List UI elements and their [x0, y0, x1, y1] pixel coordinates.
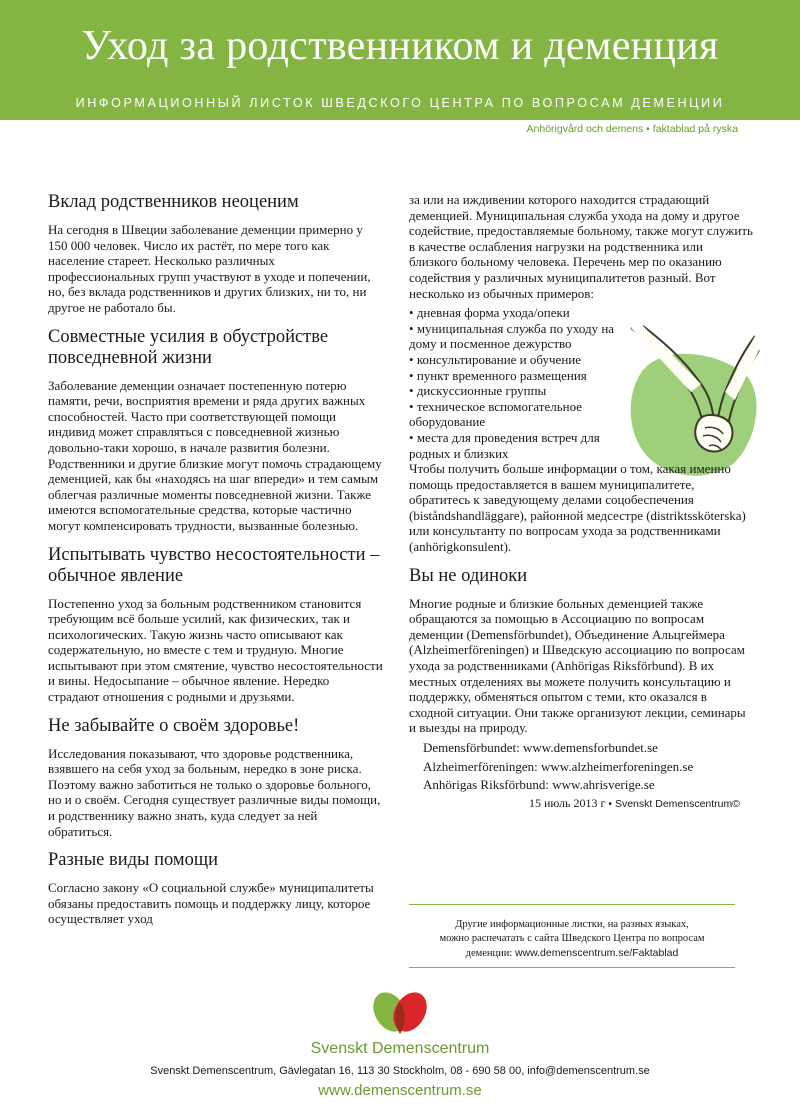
brand-name: Svenskt Demenscentrum: [310, 1040, 490, 1057]
link-ahrisverige[interactable]: Anhörigas Riksförbund: www.ahrisverige.se: [423, 777, 655, 793]
section-text: Заболевание деменции означает постепенную потерю памяти, речи, восприятия времени и ряда других важных способностей. Часто при соответствующей помощи индивид может справляться с повседневной жизнью довольно-таки хорошо, в начале развития болезни. Родственники и другие близкие могут помочь страдающему деменцией, как бы «находясь на шаг впереди» и тем самым облегчая различные моменты повседневной жизни. Также имеются вспомогательные средства, которые частично могут компенсировать трудности, вызванные болезнью.: [48, 377, 382, 533]
right-column: [409, 192, 754, 811]
section-text: Исследования показывают, что здоровье родственника, взявшего на себя уход за больным, нередко в зоне риска. Поэтому важно заботиться не только о здоровье больного, но и о своём. Сегодня существует различные виды помощи, и родственнику важно знать, куда следует за ней обратиться.: [48, 745, 381, 839]
copyright-text: • Svenskt Demenscentrum©: [605, 797, 740, 810]
info-note-box: [409, 904, 735, 968]
section-text: Постепенно уход за больным родственником становится требующим всё больше усилий, как физических, так и психологических. Такую жизнь часто описывают как содержательную, но вместе с тем и трудную. Многие испытывают при этом смятение, чувство несостоятельности и вины. Недосыпание – обычное явление. Нередко страдают отношения с родными и друзьями.: [48, 595, 383, 705]
section-text: Многие родные и близкие больных деменцией также обращаются за помощью в Ассоциацию по вопросам деменции (Demensförbundet), Объединение Альцгеймера (Alzheimerföreningen) и Шведскую ассоциацию по вопросам ухода за родственниками (Anhörigas Riksförbund). В их местных отделениях вы можете получить консультацию и поддержку, обменяться опытом с теми, кто оказался в сходной ситуации. Они также организуют лекции, семинары и выезды на природу.: [409, 595, 746, 736]
list-item: • пункт временного размещения: [409, 368, 634, 384]
section-text: На сегодня в Швеции заболевание деменции примерно у 150 000 человек. Число их растёт, по мере того как население стареет. Несколько различных профессиональных групп участвуют в уходе и попечении, но, без вклада родственников и других близких, ни то, ни другое не работало бы.: [48, 222, 371, 315]
list-item: • консультирование и обучение: [409, 352, 634, 368]
date-text: 15 июль 2013 г: [528, 795, 606, 810]
note-line: Другие информационные листки, на разных языках,: [455, 919, 689, 930]
links-list: [409, 740, 754, 793]
date-stamp: [409, 796, 740, 811]
section-title: Не забывайте о своём здоровье!: [48, 715, 300, 736]
faktablad-link[interactable]: www.demenscentrum.se/Faktablad: [514, 947, 679, 959]
heart-logo-icon: [368, 990, 432, 1040]
list-item: • дневная форма ухода/опеки: [409, 305, 634, 321]
section-title: Вы не одиноки: [409, 565, 528, 586]
note-prefix: деменции:: [465, 948, 515, 959]
link-demensforbundet[interactable]: Demensförbundet: www.demensforbundet.se: [423, 740, 658, 755]
page-subtitle: ИНФОРМАЦИОННЫЙ ЛИСТОК ШВЕДСКОГО ЦЕНТРА ПО ВОПРОСАМ ДЕМЕНЦИИ: [75, 96, 725, 110]
header-banner: [0, 0, 800, 120]
list-item: • муниципальная служба по уходу на дому и посменное дежурство: [409, 321, 634, 352]
list-item: • места для проведения встреч для родных и близких: [409, 430, 634, 461]
section-text: Чтобы получить больше информации о том, какая именно помощь предоставляется в вашем муниципалитете, обратитесь к заведующему делами соцобеспечения (biståndshandläggare), районной медсестре (distriktssköterska) или консультанту по вопросам ухода за родственниками (anhörigkonsulent).: [409, 461, 746, 555]
list-item: • техническое вспомогательное оборудование: [409, 399, 634, 430]
section-title: Разные виды помощи: [48, 850, 218, 871]
tagline: Anhörigvård och demens • faktablad på ryska: [526, 123, 738, 135]
note-line: можно распечатать с сайта Шведского Центра по вопросам: [439, 933, 705, 944]
left-column: [48, 192, 383, 938]
link-alzheimerforeningen[interactable]: Alzheimerföreningen: www.alzheimerforeningen.se: [423, 758, 694, 774]
list-item: • дискуссионные группы: [409, 383, 634, 399]
website-link[interactable]: www.demenscentrum.se: [318, 1082, 482, 1099]
section-text: Согласно закону «О социальной службе» муниципалитеты обязаны предоставить помощь и поддержку лицу, которое осуществляет уход: [48, 880, 374, 927]
section-text: за или на иждивении которого находится страдающий деменцией. Муниципальная служба ухода на дому и другое содействие, предоставляемые больному, также могут служить в качестве ослабления нагрузки на родственника или близкого больному человека. Перечень мер по оказанию содействия у различных муниципалитетов разный. Вот несколько из обычных примеров:: [409, 192, 753, 301]
section-title: Испытывать чувство несостоятельности – обычное явление: [48, 544, 380, 586]
help-list: [409, 305, 634, 461]
section-title: Вклад родственников неоценим: [48, 192, 299, 212]
page-title: Уход за родственником и деменция: [81, 23, 719, 69]
note-line: [409, 946, 735, 961]
section-title: Совместные усилия в обустройстве повседневной жизни: [48, 326, 329, 368]
footer-address: Svenskt Demenscentrum, Gävlegatan 16, 113 30 Stockholm, 08 - 690 58 00, info@demenscentrum.se: [150, 1065, 650, 1077]
